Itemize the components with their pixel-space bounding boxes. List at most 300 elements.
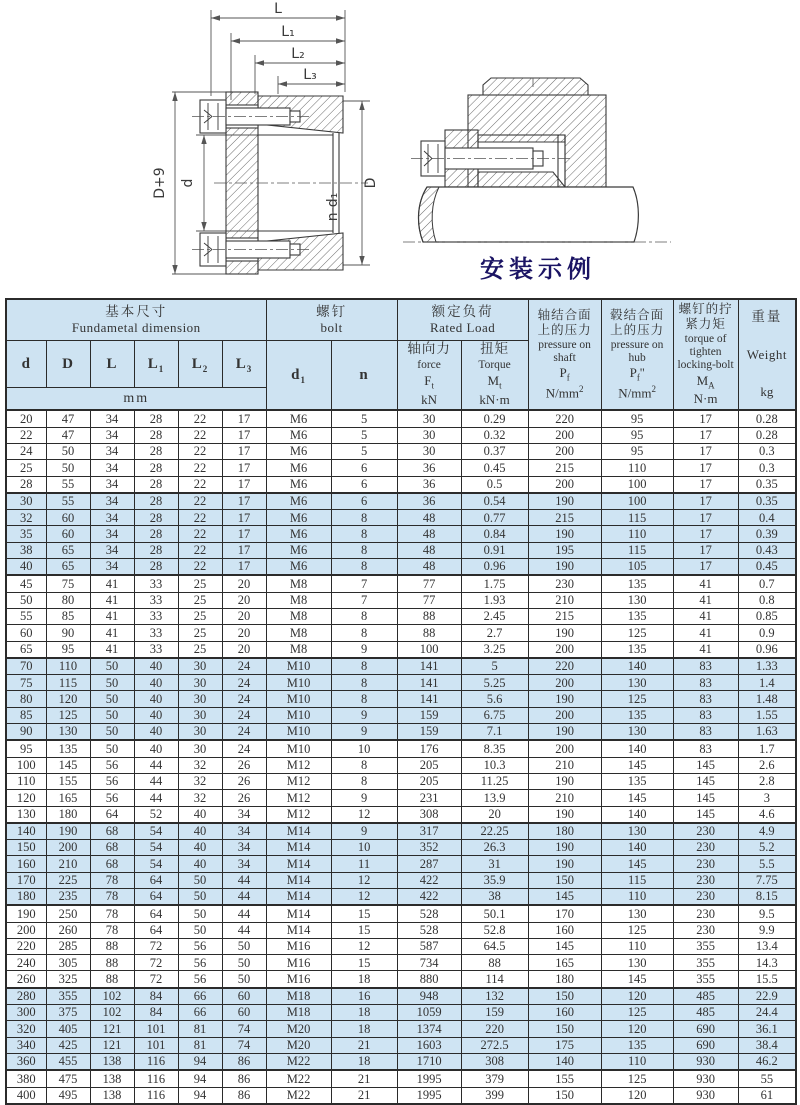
table-cell: 17	[673, 510, 738, 526]
table-cell: 38	[6, 542, 46, 558]
table-cell: 17	[222, 526, 266, 542]
table-cell: M6	[266, 526, 331, 542]
table-cell: 145	[673, 806, 738, 823]
table-cell: 25	[6, 460, 46, 476]
table-cell: 65	[46, 542, 90, 558]
table-cell: 20	[222, 592, 266, 608]
table-cell: 325	[46, 971, 90, 988]
unit-mm: mm	[6, 388, 266, 411]
table-cell: 375	[46, 1005, 90, 1021]
table-cell: 355	[46, 988, 90, 1005]
table-cell: 83	[673, 740, 738, 757]
table-cell: 55	[46, 493, 90, 510]
table-cell: 14.3	[738, 955, 796, 971]
table-cell: 205	[397, 773, 461, 789]
table-row	[6, 1053, 796, 1070]
table-cell: 155	[528, 1070, 601, 1087]
table-cell: 56	[90, 773, 134, 789]
table-cell: 8.35	[461, 740, 528, 757]
table-cell: 210	[528, 790, 601, 806]
table-cell: 17	[222, 427, 266, 443]
table-cell: 135	[601, 707, 673, 723]
table-cell: 78	[90, 922, 134, 938]
dim-label-d: d	[180, 178, 196, 188]
table-row	[6, 658, 796, 675]
table-cell: 190	[46, 823, 90, 840]
table-cell: 24	[222, 740, 266, 757]
table-cell: 22	[6, 427, 46, 443]
table-cell: M6	[266, 427, 331, 443]
table-cell: 110	[601, 1053, 673, 1070]
table-cell: 200	[528, 443, 601, 459]
table-cell: 12	[331, 888, 397, 905]
table-cell: 41	[90, 575, 134, 592]
table-cell: 40	[134, 724, 178, 741]
table-cell: 455	[46, 1053, 90, 1070]
table-cell: 8	[331, 559, 397, 576]
table-cell: 5.25	[461, 675, 528, 691]
table-cell: 121	[90, 1021, 134, 1037]
table-cell: 28	[134, 427, 178, 443]
table-cell: 35	[6, 526, 46, 542]
table-cell: 94	[178, 1070, 222, 1087]
table-cell: 41	[673, 625, 738, 641]
table-cell: 40	[178, 823, 222, 840]
table-cell: 190	[528, 724, 601, 741]
table-cell: 17	[222, 559, 266, 576]
table-cell: 317	[397, 823, 461, 840]
table-cell: M20	[266, 1037, 331, 1053]
table-cell: 41	[90, 608, 134, 624]
table-cell: 17	[673, 526, 738, 542]
table-cell: 120	[6, 790, 46, 806]
table-row	[6, 427, 796, 443]
table-cell: 36	[397, 460, 461, 476]
table-row	[6, 1005, 796, 1021]
table-cell: 160	[528, 1005, 601, 1021]
table-cell: 190	[528, 526, 601, 542]
table-cell: 34	[90, 542, 134, 558]
table-body	[6, 410, 796, 1103]
table-cell: 105	[601, 559, 673, 576]
table-cell: 50	[90, 740, 134, 757]
table-cell: 20	[6, 410, 46, 427]
table-cell: 15.5	[738, 971, 796, 988]
table-cell: 8	[331, 625, 397, 641]
table-cell: 352	[397, 840, 461, 856]
table-cell: M14	[266, 922, 331, 938]
table-cell: 145	[601, 971, 673, 988]
table-cell: 54	[134, 840, 178, 856]
table-cell: 50	[6, 592, 46, 608]
table-cell: 190	[528, 773, 601, 789]
table-cell: 46.2	[738, 1053, 796, 1070]
table-cell: 44	[222, 922, 266, 938]
table-cell: 31	[461, 856, 528, 872]
table-cell: 50	[46, 443, 90, 459]
table-row	[6, 575, 796, 592]
table-cell: 34	[222, 806, 266, 823]
table-cell: 17	[673, 410, 738, 427]
table-cell: 17	[673, 559, 738, 576]
table-cell: 0.91	[461, 542, 528, 558]
table-cell: 230	[528, 575, 601, 592]
table-cell: 240	[6, 955, 46, 971]
table-cell: 120	[46, 691, 90, 707]
table-cell: 320	[6, 1021, 46, 1037]
table-cell: 30	[178, 707, 222, 723]
table-cell: 40	[134, 675, 178, 691]
table-cell: 34	[90, 510, 134, 526]
table-cell: 110	[601, 460, 673, 476]
table-cell: 690	[673, 1021, 738, 1037]
table-cell: 8	[331, 675, 397, 691]
table-cell: M16	[266, 971, 331, 988]
table-cell: 125	[601, 1005, 673, 1021]
dim-label-D: D	[363, 177, 379, 189]
table-cell: 48	[397, 559, 461, 576]
table-cell: 138	[90, 1087, 134, 1104]
col-header-L2: $L_2$	[178, 341, 222, 388]
table-cell: 17	[673, 476, 738, 493]
table-cell: M14	[266, 905, 331, 922]
table-cell: 17	[222, 493, 266, 510]
table-cell: 28	[134, 443, 178, 459]
table-cell: 35.9	[461, 872, 528, 888]
table-cell: 0.35	[738, 476, 796, 493]
table-cell: 50	[90, 675, 134, 691]
table-cell: 48	[397, 510, 461, 526]
table-cell: 20	[461, 806, 528, 823]
table-cell: 50	[90, 658, 134, 675]
table-row	[6, 493, 796, 510]
table-cell: 9.5	[738, 905, 796, 922]
table-cell: 340	[6, 1037, 46, 1053]
table-cell: 83	[673, 724, 738, 741]
table-cell: 9.9	[738, 922, 796, 938]
table-cell: 83	[673, 658, 738, 675]
table-cell: 1374	[397, 1021, 461, 1037]
table-cell: 0.3	[738, 443, 796, 459]
table-cell: 0.45	[461, 460, 528, 476]
table-cell: 28	[134, 476, 178, 493]
table-cell: 40	[178, 806, 222, 823]
table-cell: 26.3	[461, 840, 528, 856]
table-cell: 88	[397, 625, 461, 641]
table-cell: 28	[134, 410, 178, 427]
table-cell: 130	[601, 823, 673, 840]
table-cell: 72	[134, 971, 178, 988]
table-cell: 0.96	[461, 559, 528, 576]
table-cell: 34	[222, 823, 266, 840]
table-cell: 50	[46, 460, 90, 476]
table-cell: 360	[6, 1053, 46, 1070]
table-cell: 115	[601, 542, 673, 558]
table-row	[6, 773, 796, 789]
table-cell: M14	[266, 823, 331, 840]
table-cell: 1.7	[738, 740, 796, 757]
installation-example-caption: 安装示例	[480, 257, 596, 283]
table-cell: M16	[266, 955, 331, 971]
table-cell: M22	[266, 1087, 331, 1104]
table-cell: 34	[90, 476, 134, 493]
table-cell: 110	[601, 888, 673, 905]
table-row	[6, 806, 796, 823]
table-cell: 145	[673, 757, 738, 773]
table-cell: 0.77	[461, 510, 528, 526]
table-cell: 81	[178, 1021, 222, 1037]
table-cell: 734	[397, 955, 461, 971]
table-row	[6, 608, 796, 624]
table-cell: 200	[528, 707, 601, 723]
table-cell: 190	[528, 625, 601, 641]
table-cell: 285	[46, 938, 90, 954]
table-cell: 81	[178, 1037, 222, 1053]
table-row	[6, 872, 796, 888]
table-cell: 1.33	[738, 658, 796, 675]
table-cell: 44	[222, 872, 266, 888]
table-cell: 101	[134, 1037, 178, 1053]
table-cell: 20	[222, 608, 266, 624]
table-cell: 88	[90, 971, 134, 988]
table-cell: 8	[331, 773, 397, 789]
table-cell: 80	[46, 592, 90, 608]
table-cell: 25	[178, 608, 222, 624]
table-cell: 2.8	[738, 773, 796, 789]
table-cell: M12	[266, 757, 331, 773]
table-cell: 0.28	[738, 427, 796, 443]
table-cell: 44	[134, 757, 178, 773]
table-cell: 1.63	[738, 724, 796, 741]
table-cell: 86	[222, 1070, 266, 1087]
table-cell: 528	[397, 922, 461, 938]
table-cell: 47	[46, 410, 90, 427]
table-cell: 48	[397, 526, 461, 542]
table-cell: 130	[601, 675, 673, 691]
table-cell: 190	[6, 905, 46, 922]
table-row	[6, 476, 796, 493]
table-cell: 22	[178, 493, 222, 510]
table-cell: 7.1	[461, 724, 528, 741]
table-cell: 41	[90, 625, 134, 641]
table-row	[6, 707, 796, 723]
table-cell: 40	[134, 740, 178, 757]
table-cell: 116	[134, 1087, 178, 1104]
table-cell: 0.37	[461, 443, 528, 459]
table-cell: 2.6	[738, 757, 796, 773]
table-cell: 21	[331, 1070, 397, 1087]
table-cell: M10	[266, 675, 331, 691]
table-cell: M6	[266, 493, 331, 510]
table-cell: 125	[601, 691, 673, 707]
table-cell: 102	[90, 1005, 134, 1021]
table-cell: 34	[222, 856, 266, 872]
table-cell: M10	[266, 724, 331, 741]
table-cell: 159	[397, 724, 461, 741]
table-cell: 1.93	[461, 592, 528, 608]
table-cell: 0.32	[461, 427, 528, 443]
table-cell: 145	[46, 757, 90, 773]
table-cell: 77	[397, 575, 461, 592]
table-row	[6, 888, 796, 905]
table-cell: 5	[331, 427, 397, 443]
col-header-d1: $d_1$	[266, 341, 331, 411]
table-cell: 5	[461, 658, 528, 675]
table-cell: 7.75	[738, 872, 796, 888]
table-cell: 72	[134, 938, 178, 954]
table-cell: 88	[397, 608, 461, 624]
table-cell: 220	[528, 410, 601, 427]
table-cell: 220	[6, 938, 46, 954]
table-cell: 95	[601, 443, 673, 459]
table-cell: 160	[6, 856, 46, 872]
table-cell: 40	[6, 559, 46, 576]
table-cell: 0.28	[738, 410, 796, 427]
table-cell: 68	[90, 823, 134, 840]
table-cell: 145	[673, 773, 738, 789]
table-cell: M8	[266, 641, 331, 658]
table-cell: 34	[90, 427, 134, 443]
table-cell: 138	[90, 1053, 134, 1070]
table-cell: 41	[673, 608, 738, 624]
table-cell: 400	[6, 1087, 46, 1104]
table-cell: 8	[331, 658, 397, 675]
table-cell: 140	[528, 1053, 601, 1070]
table-cell: 44	[134, 773, 178, 789]
table-cell: 0.45	[738, 559, 796, 576]
table-cell: 190	[528, 559, 601, 576]
table-cell: 1.75	[461, 575, 528, 592]
table-cell: 170	[6, 872, 46, 888]
table-cell: 30	[178, 724, 222, 741]
table-cell: 56	[178, 938, 222, 954]
table-cell: 64	[134, 905, 178, 922]
table-cell: 1.48	[738, 691, 796, 707]
table-cell: 170	[528, 905, 601, 922]
table-cell: 405	[46, 1021, 90, 1037]
table-cell: 50	[90, 691, 134, 707]
table-cell: 230	[673, 823, 738, 840]
table-cell: 25	[178, 575, 222, 592]
table-row	[6, 510, 796, 526]
table-row	[6, 988, 796, 1005]
table-cell: 150	[528, 1087, 601, 1104]
table-cell: 422	[397, 888, 461, 905]
table-cell: 165	[528, 955, 601, 971]
table-cell: 33	[134, 575, 178, 592]
table-cell: 50.1	[461, 905, 528, 922]
table-cell: 30	[178, 658, 222, 675]
table-cell: 15	[331, 905, 397, 922]
table-cell: 355	[673, 955, 738, 971]
table-row	[6, 971, 796, 988]
table-cell: 125	[601, 1070, 673, 1087]
table-cell: 86	[222, 1087, 266, 1104]
col-header-d: d	[6, 341, 46, 388]
table-cell: 180	[6, 888, 46, 905]
table-cell: 300	[6, 1005, 46, 1021]
table-cell: M10	[266, 740, 331, 757]
table-cell: 20	[222, 625, 266, 641]
table-row	[6, 1087, 796, 1104]
table-cell: M14	[266, 888, 331, 905]
table-cell: 140	[601, 740, 673, 757]
table-cell: 422	[397, 872, 461, 888]
table-cell: 10	[331, 740, 397, 757]
table-cell: M10	[266, 658, 331, 675]
table-cell: 24	[222, 675, 266, 691]
table-cell: 64.5	[461, 938, 528, 954]
table-row	[6, 856, 796, 872]
table-cell: 930	[673, 1053, 738, 1070]
table-cell: 225	[46, 872, 90, 888]
table-row	[6, 526, 796, 542]
table-cell: 38.4	[738, 1037, 796, 1053]
table-cell: 95	[6, 740, 46, 757]
table-cell: 26	[222, 773, 266, 789]
table-cell: 60	[222, 1005, 266, 1021]
table-cell: 5	[331, 410, 397, 427]
table-cell: 12	[331, 938, 397, 954]
table-cell: 379	[461, 1070, 528, 1087]
table-cell: 180	[46, 806, 90, 823]
table-cell: 8	[331, 691, 397, 707]
table-cell: 930	[673, 1087, 738, 1104]
table-cell: 120	[601, 1087, 673, 1104]
table-cell: 28	[134, 493, 178, 510]
table-cell: 83	[673, 675, 738, 691]
table-cell: 56	[178, 971, 222, 988]
table-cell: 145	[528, 888, 601, 905]
table-cell: 190	[528, 840, 601, 856]
table-cell: 159	[461, 1005, 528, 1021]
table-cell: 200	[528, 427, 601, 443]
table-cell: 9	[331, 724, 397, 741]
col-header-torque: 扭矩 Torque $M_t$ kN·m	[461, 341, 528, 411]
table-cell: 120	[601, 1021, 673, 1037]
table-cell: M8	[266, 592, 331, 608]
table-cell: 24	[222, 724, 266, 741]
table-cell: 74	[222, 1021, 266, 1037]
header-rated-load: 额定负荷 Rated Load	[397, 299, 528, 341]
table-cell: 130	[601, 955, 673, 971]
table-cell: 52	[134, 806, 178, 823]
header-pressure-on-hub: 毂结合面上的压力 pressure on hub $P_f''$ $N/mm^2$	[601, 299, 673, 410]
table-row	[6, 641, 796, 658]
table-cell: 8	[331, 526, 397, 542]
table-cell: 41	[673, 592, 738, 608]
table-row	[6, 691, 796, 707]
table-cell: 250	[46, 905, 90, 922]
table-cell: 140	[601, 840, 673, 856]
table-cell: 100	[601, 493, 673, 510]
table-row	[6, 675, 796, 691]
spec-table	[5, 298, 797, 1105]
table-cell: 9	[331, 790, 397, 806]
table-cell: 0.85	[738, 608, 796, 624]
table-cell: 0.7	[738, 575, 796, 592]
table-cell: 60	[46, 510, 90, 526]
table-cell: 22	[178, 410, 222, 427]
table-cell: 145	[601, 856, 673, 872]
table-cell: 115	[46, 675, 90, 691]
table-cell: 135	[601, 608, 673, 624]
table-cell: 110	[6, 773, 46, 789]
table-cell: 1.4	[738, 675, 796, 691]
table-cell: 355	[673, 971, 738, 988]
table-cell: M14	[266, 856, 331, 872]
table-cell: 235	[46, 888, 90, 905]
